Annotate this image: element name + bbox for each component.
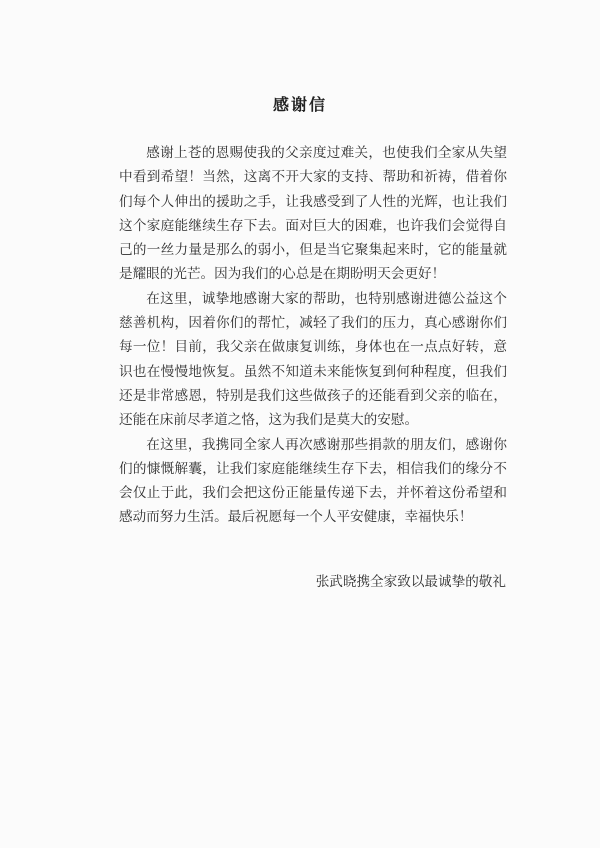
letter-title: 感谢信 (272, 95, 327, 114)
paragraph-3: 在这里，我携同全家人再次感谢那些捐款的朋友们，感谢你们的慷慨解囊，让我们家庭能继续生存下去，相信我们的缘分不会仅止于此，我们会把这份正能量传递下去，并怀着这份希望和感动而努力生活。最后祝愿每一个人平安健康，幸福快乐！ (119, 436, 507, 526)
signature: 张武晓携全家致以最诚挚的敬礼 (315, 574, 506, 590)
paragraph-2: 在这里，诚挚地感谢大家的帮助，也特别感谢进德公益这个慈善机构，因着你们的帮忙，减轻了我们的压力，真心感谢你们每一位！目前，我父亲在做康复训练，身体也在一点点好转，意识也在慢慢地恢复。虽然不知道未来能恢复到何种程度，但我们还是非常感恩，特别是我们这些做孩子的还能看到父亲的临在，还能在床前尽孝道之恪，这为我们是莫大的安慰。 (119, 290, 507, 429)
paragraph-1: 感谢上苍的恩赐使我的父亲度过难关，也使我们全家从失望中看到希望！当然，这离不开大家的支持、帮助和祈祷，借着你们每个人伸出的援助之手，让我感受到了人性的光辉，也让我们这个家庭能继续生存下去。面对巨大的困难，也许我们会觉得自己的一丝力量是那么的弱小，但是当它聚集起来时，它的能量就是耀眼的光芒。因为我们的心总是在期盼明天会更好！ (119, 145, 507, 283)
letter-body (119, 141, 507, 530)
